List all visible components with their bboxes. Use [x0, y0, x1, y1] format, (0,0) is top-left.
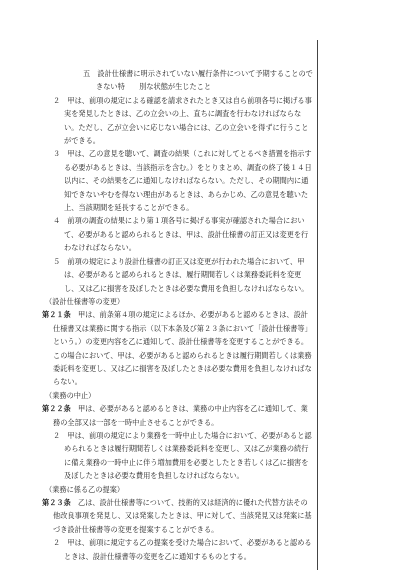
article-23-para-2: ２ 甲は、前項に規定する乙の提案を受けた場合において、必要があると認めるときは、設計仕様書等の変更を乙に通知するものとする。	[53, 538, 312, 561]
article-number: 第２１条	[42, 310, 71, 320]
clause-item-5: 五 設計仕様書に明示されていない履行条件について予期することのできない特 別な状態が生じたこと	[83, 69, 313, 92]
article-number: 第２３条	[42, 498, 71, 507]
article-21: 第２１条 甲は、前条第４項の規定によるほか、必要があると認めるときは、設計仕様書又は業務に関する指示（以下本条及び第２３条において「設計仕様書等」という。）の変更内容を乙に通知して、設計仕様書等を変更することができる。この場合において、甲は、必要があると認められるときは履行期間若しくは業務委託料を変更し、又は乙に損害を及ぼしたときは必要な費用を負担しなければならない。	[42, 310, 312, 387]
heading-work-suspension: （業務の中止）	[45, 390, 96, 400]
clause-para-3: ３ 甲は、乙の意見を聴いて、調査の結果（これに対してとるべき措置を指示する必要があるときは、当該指示を含む。）をとりまとめ、調査の終了後１４日以内に、その結果を乙に通知しなければならない。ただし、その期間内に通知できないやむを得ない理由があるときは、あらかじめ、乙の意見を聴いた上、当該期間を延長することができる。	[53, 149, 312, 213]
heading-design-spec-change: （設計仕様書等の変更）	[45, 296, 125, 306]
margin-rule	[317, 40, 318, 570]
clause-para-2: ２ 甲は、前項の規定による確認を請求されたとき又は自ら前項各号に掲げる事実を発見したときは、乙の立会いの上、直ちに調査を行わなければならない。ただし、乙が立会いに応じない場合には、乙の立会いを得ずに行うことができる。	[53, 95, 312, 146]
clause-para-4: ４ 前項の調査の結果により第１項各号に掲げる事実が確認された場合において、必要があると認められるときは、甲は、設計仕様書の訂正又は変更を行わなければならない。	[53, 216, 309, 253]
article-number: 第２２条	[42, 404, 71, 414]
article-22: 第２２条 甲は、必要があると認めるときは、業務の中止内容を乙に通知して、業務の全部又は一部を一時中止させることができる。	[42, 404, 308, 427]
heading-contractor-proposal: （業務に係る乙の提案）	[45, 484, 125, 494]
article-22-para-2: ２ 甲は、前項の規定により業務を一時中止した場合において、必要があると認められるときは履行期間若しくは業務委託料を変更し、又は乙が業務の続行に備え業務の一時中止に伴う増加費用を必要としたとき若しくは乙に損害を及ぼしたときは必要な費用を負担しなければならない。	[53, 430, 312, 481]
clause-para-5: ５ 前項の規定により設計仕様書の訂正又は変更が行われた場合において、甲は、必要があると認められるときは、履行期間若しくは業務委託料を変更し、又は乙に損害を及ぼしたときは必要な費用を負担しなければならない。	[53, 256, 309, 293]
clause-text-body	[42, 67, 314, 563]
article-23: 第２３条 乙は、設計仕様書等について、技術的又は経済的に優れた代替方法その他改良事項を発見し、又は発案したときは、甲に対して、当該発見又は発案に基づき設計仕様書等の変更を提案することができる。	[42, 498, 312, 534]
